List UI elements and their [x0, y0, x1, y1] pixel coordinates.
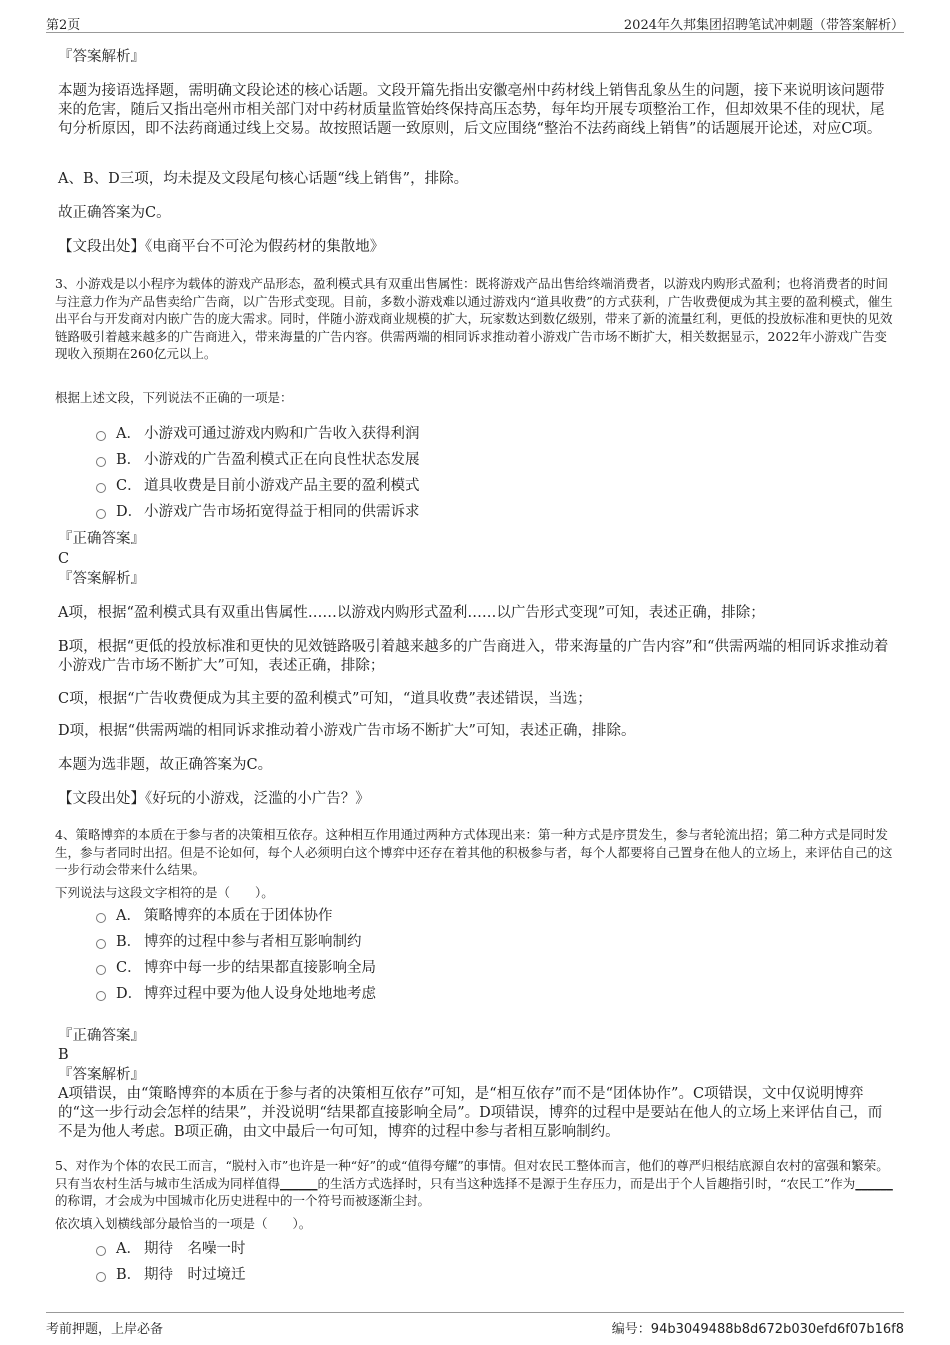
page-footer — [46, 1312, 904, 1335]
q4-option-d[interactable]: D． 博弈过程中要为他人设身处地地考虑 — [96, 985, 376, 1004]
radio-icon[interactable] — [96, 991, 106, 1001]
radio-icon[interactable] — [96, 965, 106, 975]
q4-analysis: A项错误，由“策略博弈的本质在于参与者的决策相互依存”可知，是“相互依存”而不是“团体协作”。C项错误，文中仅说明博弈的“这一步行动会怎样的结果”，并没说明“结果都直接影响全局”。D项错误，博弈的过程中是要站在他人的立场上来评估自己，而不是为他人考虑。B项正确，由文中最后一句可知，博弈的过程中参与者相互影响制约。 — [58, 1086, 883, 1140]
q3-answer: C — [58, 551, 70, 567]
q4-stem: 4、策略博弈的本质在于参与者的决策相互依存。这种相互作用通过两种方式体现出来：第一种方式是序贯发生，参与者轮流出招；第二种方式是同时发生，参与者同时出招。但是不论如何，每个人必须明白这个博弈中还存在着其他的积极参与者，每个人都要将自己置身在他人的立场上，来评估自己的这一步行动会带来什么结果。 — [55, 827, 893, 877]
q2-source: 【文段出处】《电商平台不可沦为假药材的集散地》 — [58, 239, 385, 255]
radio-icon[interactable] — [96, 913, 106, 923]
q3-option-c[interactable]: C． 道具收费是目前小游戏产品主要的盈利模式 — [96, 477, 420, 496]
radio-icon[interactable] — [96, 431, 106, 441]
radio-icon[interactable] — [96, 939, 106, 949]
document-title: 2024年久邦集团招聘笔试冲刺题（带答案解析） — [623, 18, 904, 33]
fill-blank-1: ______ — [280, 1175, 318, 1191]
q3-analysis-b: B项，根据“更低的投放标准和更快的见效链路吸引着越来越多的广告商进入，带来海量的广告内容”和“供需两端的相同诉求推动着小游戏广告市场不断扩大”可知，表述正确，排除； — [58, 639, 889, 674]
radio-icon[interactable] — [96, 509, 106, 519]
footer-slogan: 考前押题，上岸必备 — [46, 1322, 164, 1337]
q3-analysis-c: C项，根据“广告收费便成为其主要的盈利模式”可知，“道具收费”表述错误，当选； — [58, 691, 592, 707]
q3-option-a[interactable]: A． 小游戏可通过游戏内购和广告收入获得利润 — [96, 425, 420, 444]
q2-analysis-paragraph-2: A、B、D三项，均未提及文段尾句核心话题“线上销售”，排除。 — [58, 171, 469, 187]
q3-analysis-a: A项，根据“盈利模式具有双重出售属性……以游戏内购形式盈利……以广告形式变现”可知，表述正确，排除； — [58, 605, 765, 621]
q4-answer: B — [58, 1047, 69, 1063]
radio-icon[interactable] — [96, 1246, 106, 1256]
q3-stem: 3、小游戏是以小程序为载体的游戏产品形态，盈利模式具有双重出售属性：既将游戏产品出售给终端消费者，以游戏内购形式盈利；也将消费者的时间与注意力作为产品售卖给广告商，以广告形式变现。目前，多数小游戏难以通过游戏内“道具收费”的方式获利，广告收费便成为其主要的盈利模式，催生出平台与开发商对内嵌广告的庞大需求。同时，伴随小游戏商业规模的扩大，玩家数达到数亿级别，带来了新的流量红利，更低的投放标准和更快的见效链路吸引着越来越多的广告商进入，带来海量的广告内容。供需两端的相同诉求推动着小游戏广告市场不断扩大，相关数据显示，2022年小游戏广告变现收入预期在260亿元以上。 — [55, 276, 893, 361]
q2-analysis-paragraph: 本题为接语选择题，需明确文段论述的核心话题。文段开篇先指出安徽亳州中药材线上销售乱象丛生的问题，接下来说明该问题带来的危害，随后又指出亳州市相关部门对中药材质量监管始终保持高压态势，每年均开展专项整治工作，但却效果不佳的现状，尾句分析原因，即不法药商通过线上交易。故按照话题一致原则，后文应围绕“整治不法药商线上销售”的话题展开论述，对应C项。 — [58, 83, 885, 137]
document-code: 编号：94b3049488b8d672b030efd6f07b16f8 — [611, 1322, 904, 1337]
page-number: 第2页 — [46, 18, 81, 33]
q5-question: 依次填入划横线部分最恰当的一项是（ ）。 — [55, 1216, 312, 1231]
q5-option-b[interactable]: B． 期待 时过境迁 — [96, 1266, 246, 1285]
q3-source: 【文段出处】《好玩的小游戏，泛滥的小广告？》 — [58, 791, 370, 807]
q4-option-b[interactable]: B． 博弈的过程中参与者相互影响制约 — [96, 933, 362, 952]
q3-question: 根据上述文段，下列说法不正确的一项是： — [55, 390, 293, 405]
q2-conclusion: 故正确答案为C。 — [58, 205, 171, 221]
q5-option-a[interactable]: A． 期待 名噪一时 — [96, 1240, 246, 1259]
q3-analysis-label: 『答案解析』 — [58, 571, 145, 587]
page-header — [46, 12, 904, 33]
radio-icon[interactable] — [96, 457, 106, 467]
q3-option-b[interactable]: B． 小游戏的广告盈利模式正在向良性状态发展 — [96, 451, 420, 470]
fill-blank-2: ______ — [855, 1175, 893, 1191]
q2-analysis-label: 『答案解析』 — [58, 49, 145, 65]
q4-question: 下列说法与这段文字相符的是（ ）。 — [55, 885, 274, 900]
q4-option-a[interactable]: A． 策略博弈的本质在于团体协作 — [96, 907, 333, 926]
q4-analysis-label: 『答案解析』 — [58, 1067, 145, 1083]
radio-icon[interactable] — [96, 1272, 106, 1282]
q3-answer-label: 『正确答案』 — [58, 531, 145, 547]
radio-icon[interactable] — [96, 483, 106, 493]
q3-conclusion: 本题为选非题，故正确答案为C。 — [58, 757, 273, 773]
q4-option-c[interactable]: C． 博弈中每一步的结果都直接影响全局 — [96, 959, 376, 978]
q3-analysis-d: D项，根据“供需两端的相同诉求推动着小游戏广告市场不断扩大”可知，表述正确，排除。 — [58, 723, 636, 739]
q3-option-d[interactable]: D． 小游戏广告市场拓宽得益于相同的供需诉求 — [96, 503, 420, 522]
q5-stem: 5、对作为个体的农民工而言，“脱村入市”也许是一种“好”的或“值得夸耀”的事情。但对农民工整体而言，他们的尊严归根结底源自农村的富强和繁荣。只有当农村生活与城市生活成为同样值得______的生活方式选择时，只有当这种选择不是源于生存压力，而是出于个人旨趣指引时，“农民工”作为______的称谓，才会成为中国城市化历史进程中的一个符号而被逐渐尘封。 — [55, 1158, 893, 1208]
q4-answer-label: 『正确答案』 — [58, 1028, 145, 1044]
